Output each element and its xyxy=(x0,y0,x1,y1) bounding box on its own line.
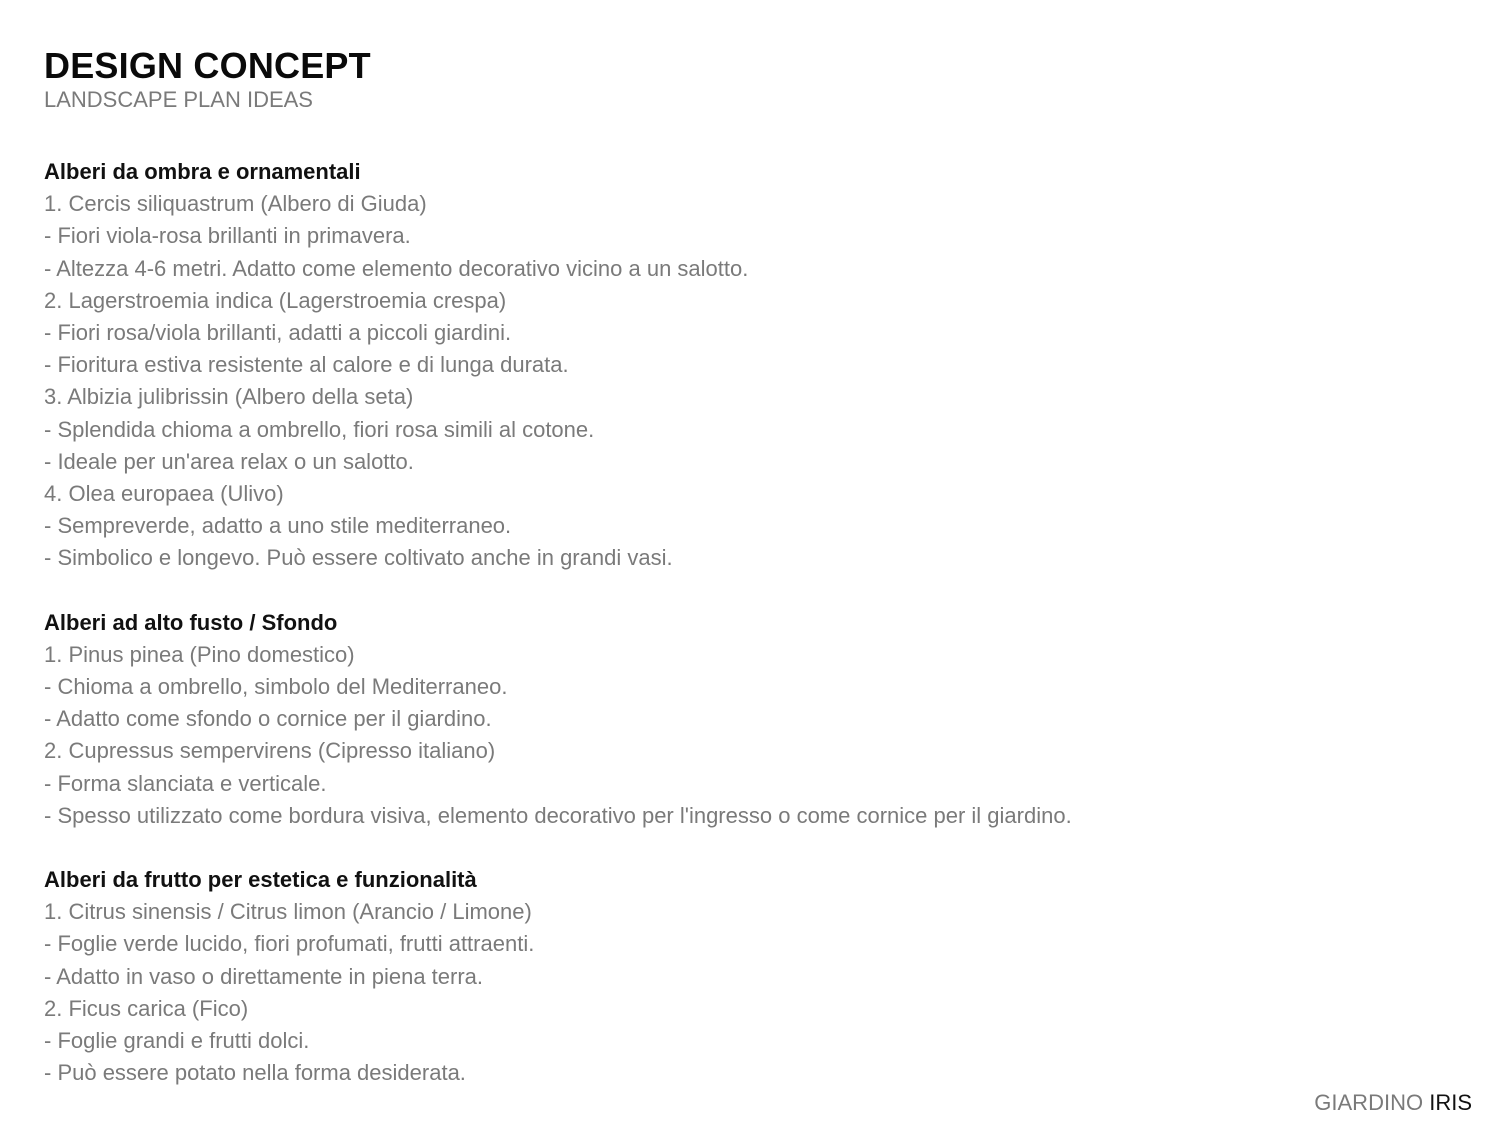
list-item: - Forma slanciata e verticale. xyxy=(44,770,327,796)
footer-brand xyxy=(1314,1089,1472,1117)
list-item: - Simbolico e longevo. Può essere coltivato anche in grandi vasi. xyxy=(44,545,673,571)
list-item: - Splendida chioma a ombrello, fiori rosa simili al cotone. xyxy=(44,416,595,442)
list-item: 2. Ficus carica (Fico) xyxy=(44,995,249,1021)
section-heading: Alberi da frutto per estetica e funzionalità xyxy=(44,867,477,893)
section-tall-background-trees xyxy=(44,607,1464,832)
list-item: 4. Olea europaea (Ulivo) xyxy=(44,481,284,507)
page-title: DESIGN CONCEPT xyxy=(44,45,371,86)
list-item: - Fioritura estiva resistente al calore e di lunga durata. xyxy=(44,352,569,378)
list-item: 2. Cupressus sempervirens (Cipresso italiano) xyxy=(44,738,496,764)
list-item: - Adatto come sfondo o cornice per il giardino. xyxy=(44,706,492,732)
brand-name-part2: IRIS xyxy=(1429,1090,1472,1115)
list-item: - Chioma a ombrello, simbolo del Mediterraneo. xyxy=(44,674,508,700)
list-item: - Adatto in vaso o direttamente in piena terra. xyxy=(44,963,484,989)
list-item: 1. Pinus pinea (Pino domestico) xyxy=(44,641,355,667)
list-item: - Fiori rosa/viola brillanti, adatti a piccoli giardini. xyxy=(44,320,512,346)
list-item: - Può essere potato nella forma desiderata. xyxy=(44,1060,466,1086)
list-item: - Altezza 4-6 metri. Adatto come elemento decorativo vicino a un salotto. xyxy=(44,255,749,281)
slide-header xyxy=(44,46,371,114)
brand-name-part1: GIARDINO xyxy=(1314,1090,1424,1115)
list-item: 2. Lagerstroemia indica (Lagerstroemia crespa) xyxy=(44,287,507,313)
section-heading: Alberi ad alto fusto / Sfondo xyxy=(44,609,338,635)
page-subtitle: LANDSCAPE PLAN IDEAS xyxy=(44,87,313,112)
list-item: - Foglie verde lucido, fiori profumati, frutti attraenti. xyxy=(44,931,535,957)
list-item: - Foglie grandi e frutti dolci. xyxy=(44,1028,310,1054)
list-item: - Ideale per un'area relax o un salotto. xyxy=(44,448,414,474)
section-shade-ornamental-trees xyxy=(44,156,1464,575)
slide-content xyxy=(44,156,1464,1121)
section-fruit-trees xyxy=(44,864,1464,1089)
list-item: - Sempreverde, adatto a uno stile mediterraneo. xyxy=(44,513,512,539)
list-item: 1. Citrus sinensis / Citrus limon (Arancio / Limone) xyxy=(44,899,532,925)
section-heading: Alberi da ombra e ornamentali xyxy=(44,159,361,184)
list-item: 3. Albizia julibrissin (Albero della seta) xyxy=(44,384,414,410)
list-item: 1. Cercis siliquastrum (Albero di Giuda) xyxy=(44,191,427,217)
list-item: - Spesso utilizzato come bordura visiva, elemento decorativo per l'ingresso o come cornice per il giardino. xyxy=(44,802,1072,828)
list-item: - Fiori viola-rosa brillanti in primavera. xyxy=(44,223,411,249)
